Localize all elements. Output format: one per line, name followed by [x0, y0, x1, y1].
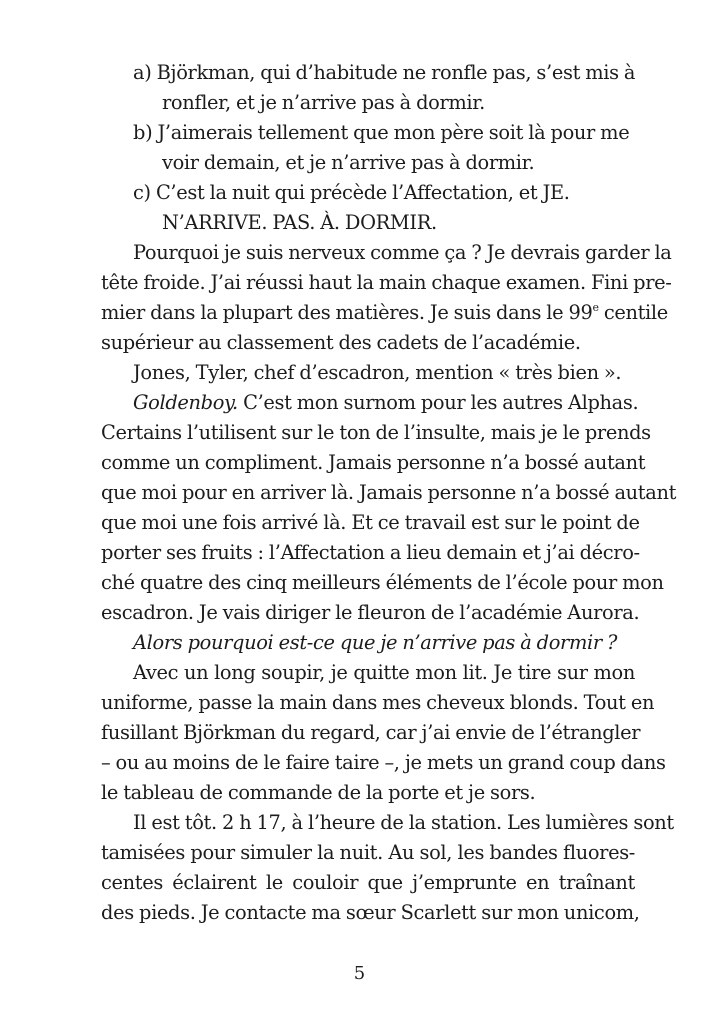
- text-line: Certains l’utilisent sur le ton de l’insulte, mais je le prends: [101, 421, 651, 444]
- text-line: tête froide. J’ai réussi haut la main chaque examen. Fini pre-: [101, 271, 672, 294]
- page-number: 5: [353, 963, 366, 984]
- text-line: fusillant Björkman du regard, car j’ai envie de l’étrangler: [101, 721, 641, 744]
- text-line: b) J’aimerais tellement que mon père soit là pour me: [133, 121, 630, 144]
- text-line: ché quatre des cinq meilleurs éléments de l’école pour mon: [101, 571, 664, 594]
- text-line: c) C’est la nuit qui précède l’Affectation, et JE.: [133, 181, 570, 204]
- text-line: porter ses fruits : l’Affectation a lieu demain et j’ai décro-: [101, 541, 640, 564]
- text-line: tamisées pour simuler la nuit. Au sol, les bandes fluores-: [101, 841, 635, 864]
- text-fragment: mier dans la plupart des matières. Je suis dans le 99: [101, 301, 593, 324]
- text-line: que moi pour en arriver là. Jamais personne n’a bossé autant: [101, 481, 677, 504]
- text-line: Pourquoi je suis nerveux comme ça ? Je devrais garder la: [133, 241, 672, 264]
- text-line: uniforme, passe la main dans mes cheveux blonds. Tout en: [101, 691, 655, 714]
- text-line: [101, 298, 668, 328]
- text-line: supérieur au classement des cadets de l’académie.: [101, 331, 581, 354]
- text-line: Avec un long soupir, je quitte mon lit. Je tire sur mon: [133, 661, 635, 684]
- text-line: des pieds. Je contacte ma sœur Scarlett sur mon unicom,: [101, 901, 640, 924]
- text-line: le tableau de commande de la porte et je sors.: [101, 781, 536, 804]
- text-line: Alors pourquoi est-ce que je n’arrive pas à dormir ?: [133, 631, 618, 654]
- text-fragment: centile: [598, 301, 668, 324]
- text-line: a) Björkman, qui d’habitude ne ronfle pas, s’est mis à: [133, 61, 636, 84]
- text-fragment: C’est mon surnom pour les autres Alphas.: [237, 391, 639, 414]
- superscript: e: [592, 301, 599, 314]
- text-line: comme un compliment. Jamais personne n’a bossé autant: [101, 451, 646, 474]
- italic-word: Goldenboy.: [133, 391, 238, 414]
- text-line: ronfler, et je n’arrive pas à dormir.: [162, 91, 485, 114]
- text-line: voir demain, et je n’arrive pas à dormir.: [162, 151, 535, 174]
- text-line: que moi une fois arrivé là. Et ce travail est sur le point de: [101, 511, 640, 534]
- text-line: escadron. Je vais diriger le fleuron de l’académie Aurora.: [101, 601, 640, 624]
- text-line: [133, 388, 639, 418]
- text-line: Jones, Tyler, chef d’escadron, mention « très bien ».: [133, 361, 622, 384]
- text-line: N’ARRIVE. PAS. À. DORMIR.: [162, 211, 437, 234]
- text-line: centes éclairent le couloir que j’emprunte en traînant: [101, 871, 635, 894]
- text-line: – ou au moins de le faire taire –, je mets un grand coup dans: [101, 751, 666, 774]
- text-line: Il est tôt. 2 h 17, à l’heure de la station. Les lumières sont: [133, 811, 674, 834]
